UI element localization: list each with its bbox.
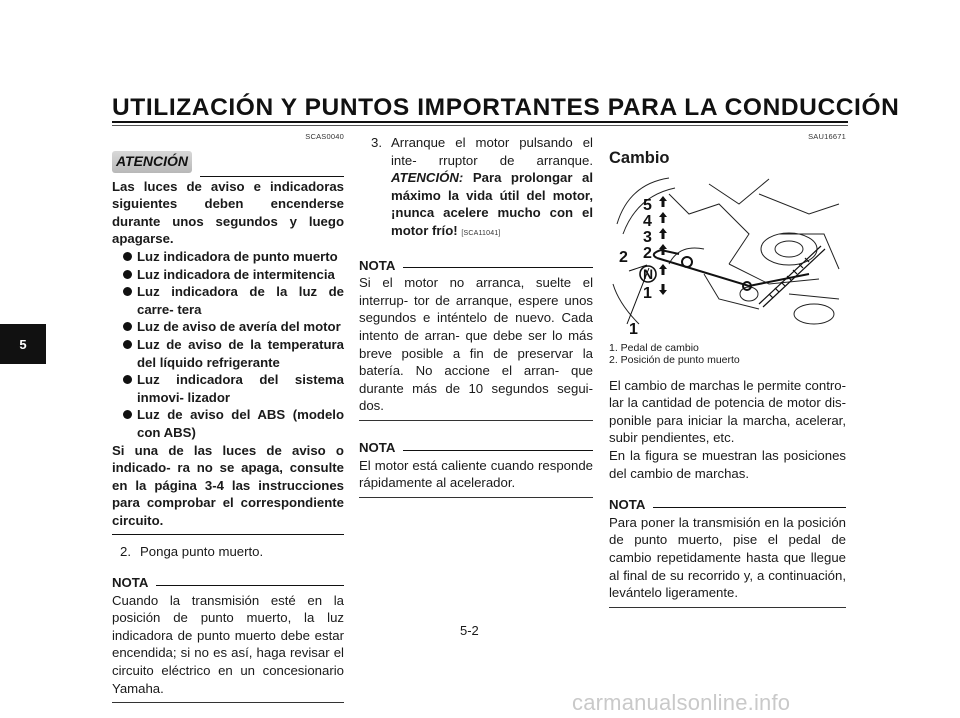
callout-1: 1 <box>629 320 638 334</box>
nota-end-rule <box>359 497 593 498</box>
list-item: Luz indicadora de punto muerto <box>122 248 344 266</box>
nota-header: NOTA <box>359 439 593 457</box>
atencion-closing: Si una de las luces de aviso o indicado- ra no se apaga, consulte en la página 3-4 las instrucciones para comprobar el correspondiente circuito. <box>112 442 344 528</box>
step-text: Arranque el motor pulsando el inte- rruptor de arranque. ATENCIÓN: Para prolongar al máximo la vida útil del motor, ¡nunca acelere mucho con el motor frío! [SCA11041] <box>391 135 593 238</box>
step-number: 2. <box>120 544 131 560</box>
gear-label-2: 2 <box>643 244 652 262</box>
gear-shift-figure <box>609 174 846 334</box>
step-number: 3. <box>371 135 382 150</box>
nota-end-rule <box>112 702 344 703</box>
bullet-icon <box>123 287 132 296</box>
list-item: Luz de aviso de la temperatura del líquido refrigerante <box>122 336 344 371</box>
atencion-end-rule <box>112 534 344 535</box>
nota-end-rule <box>609 607 846 608</box>
column-1 <box>112 128 344 703</box>
list-item: Luz indicadora de intermitencia <box>122 266 344 284</box>
list-item: Luz de aviso de avería del motor <box>122 318 344 336</box>
arrow-up-icon <box>659 212 667 223</box>
atencion-rule <box>200 176 344 177</box>
watermark: carmanualsonline.info <box>572 690 791 715</box>
reference-code: SAU16671 <box>808 132 846 141</box>
title-rule-secondary <box>112 125 848 126</box>
list-item: Luz de aviso del ABS (modelo con ABS) <box>122 406 344 441</box>
nota-header: NOTA <box>359 257 593 275</box>
step-3 <box>359 134 593 243</box>
atencion-header <box>112 148 344 178</box>
body-paragraph: El cambio de marchas le permite contro- lar la cantidad de potencia de motor dis- ponible para iniciar la marcha, acelerar, subir pendientes, etc. <box>609 377 846 446</box>
gear-label-3: 3 <box>643 228 652 246</box>
reference-code: SCAS0040 <box>305 132 344 141</box>
callout-2: 2 <box>619 248 628 266</box>
nota-end-rule <box>359 420 593 421</box>
bullet-icon <box>123 322 132 331</box>
page-title: UTILIZACIÓN Y PUNTOS IMPORTANTES PARA LA CONDUCCIÓN <box>112 94 900 121</box>
bullet-icon <box>123 340 132 349</box>
caption-item: 1. Pedal de cambio <box>609 341 699 354</box>
caption-item: 2. Posición de punto muerto <box>609 354 740 367</box>
gear-label-n: N <box>643 265 654 282</box>
arrow-up-icon <box>659 196 667 207</box>
gear-label-4: 4 <box>643 212 652 230</box>
title-rule <box>112 121 848 123</box>
atencion-intro: Las luces de aviso e indicadoras siguientes deben encenderse durante unos segundos y luego apagarse. <box>112 178 344 247</box>
warning-lights-list <box>122 248 344 442</box>
gear-label-5: 5 <box>643 196 652 214</box>
list-item: Luz indicadora del sistema inmovi- lizador <box>122 371 344 406</box>
bullet-icon <box>123 252 132 261</box>
nota-text: Para poner la transmisión en la posición de punto muerto, pise el pedal de cambio repetidamente hasta que llegue al final de su recorrido y, a continuación, levántelo ligeramente. <box>609 514 846 601</box>
arrow-up-icon <box>659 264 667 275</box>
step-text: Ponga punto muerto. <box>140 544 264 560</box>
nota-text: El motor está caliente cuando responde rápidamente al acelerador. <box>359 457 593 491</box>
column-2 <box>359 128 593 498</box>
arrow-up-icon <box>659 228 667 239</box>
nota-text: Cuando la transmisión esté en la posición de punto muerto, la luz indicadora de punto muerto debe estar encendida; si no es así, haga revisar el circuito eléctrico en un concesionario Yamaha. <box>112 592 344 696</box>
bullet-icon <box>123 270 132 279</box>
page-number: 5-2 <box>460 623 479 638</box>
section-heading: Cambio <box>609 148 670 167</box>
nota-header: NOTA <box>112 574 344 592</box>
shift-pedal-illustration <box>609 174 846 334</box>
neutral-marker <box>640 266 656 282</box>
bullet-icon <box>123 375 132 384</box>
nota-text: Si el motor no arranca, suelte el interrup- tor de arranque, espere unos segundos e inténtelo de nuevo. Cada intento de arran- que debe ser lo más breve posible a fin de preservar la batería. No accione el arran- que durante más de 10 segundos segui- dos. <box>359 275 593 414</box>
arrow-down-icon <box>659 284 667 295</box>
list-item: Luz indicadora de la luz de carre- tera <box>122 283 344 318</box>
chapter-tab: 5 <box>0 324 46 364</box>
atencion-badge: ATENCIÓN <box>112 151 192 173</box>
gear-label-1: 1 <box>643 284 652 302</box>
nota-header: NOTA <box>609 496 846 514</box>
bullet-icon <box>123 410 132 419</box>
step-2 <box>112 543 344 561</box>
figure-caption <box>609 342 846 367</box>
column-3 <box>609 128 846 608</box>
body-paragraph: En la figura se muestran las posiciones del cambio de marchas. <box>609 447 846 481</box>
